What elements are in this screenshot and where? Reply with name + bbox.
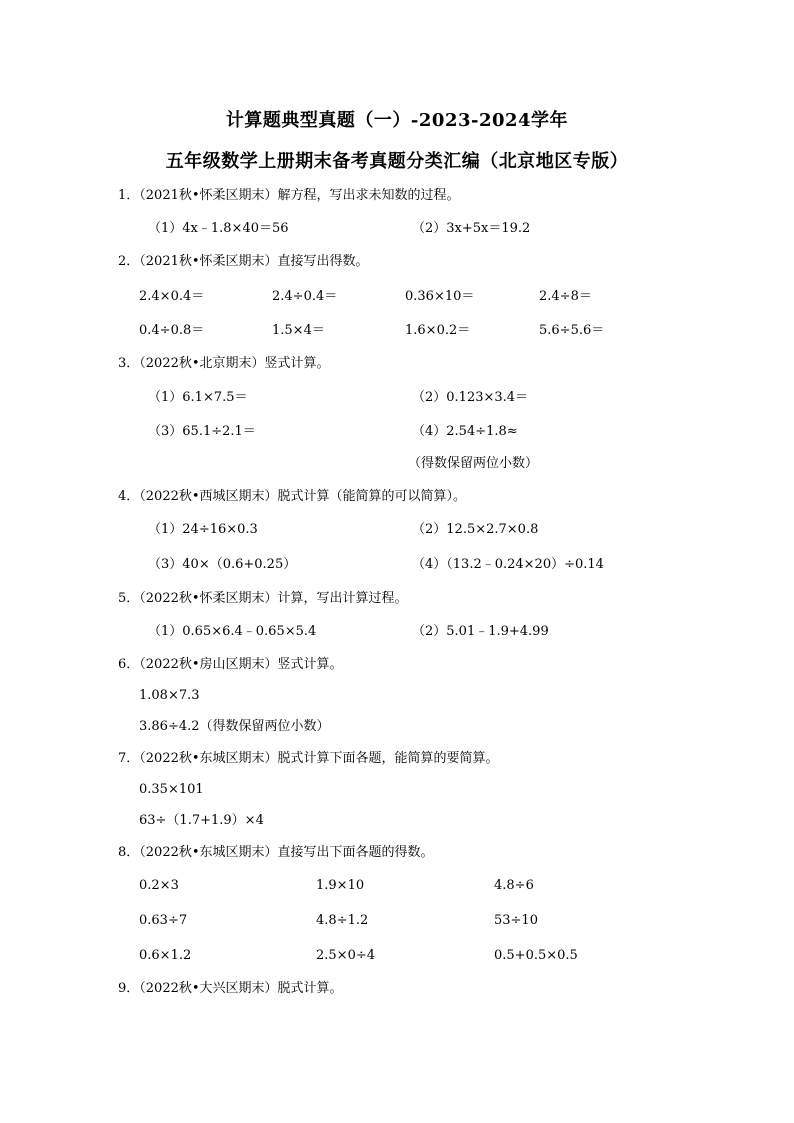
question-8-item-4: 0.63÷7 <box>139 913 188 928</box>
question-2-label: 2．（2021秋•怀柔区期末）直接写出得数。 <box>118 254 369 269</box>
question-6-label: 6．（2022秋•房山区期末）竖式计算。 <box>118 657 343 672</box>
question-2-item-8: 5.6÷5.6＝ <box>539 323 605 338</box>
question-7-label: 7．（2022秋•东城区期末）脱式计算下面各题，能简算的要简算。 <box>118 751 499 766</box>
question-8-item-9: 0.5+0.5×0.5 <box>494 948 578 963</box>
question-7-item-1: 0.35×101 <box>139 782 204 797</box>
question-8-item-2: 1.9×10 <box>316 878 365 893</box>
question-8-label: 8．（2022秋•东城区期末）直接写出下面各题的得数。 <box>118 845 434 860</box>
question-9-label: 9．（2022秋•大兴区期末）脱式计算。 <box>118 981 343 996</box>
question-4-item-4: （4）（13.2﹣0.24×20）÷0.14 <box>412 557 604 572</box>
question-3-label: 3．（2022秋•北京期末）竖式计算。 <box>118 356 330 371</box>
question-1-label: 1．（2021秋•怀柔区期末）解方程，写出求未知数的过程。 <box>118 188 460 203</box>
question-8-item-5: 4.8÷1.2 <box>316 913 369 928</box>
question-5-label: 5．（2022秋•怀柔区期末）计算，写出计算过程。 <box>118 591 408 606</box>
question-2-item-3: 0.36×10＝ <box>405 289 475 304</box>
question-2-item-6: 1.5×4＝ <box>272 323 325 338</box>
question-1-item-2: （2）3x+5x＝19.2 <box>412 221 531 236</box>
question-6-item-2: 3.86÷4.2（得数保留两位小数） <box>139 719 330 734</box>
question-2-item-5: 0.4÷0.8＝ <box>139 323 205 338</box>
question-8-item-8: 2.5×0÷4 <box>316 948 376 963</box>
question-2-item-1: 2.4×0.4＝ <box>139 289 205 304</box>
question-8-item-7: 0.6×1.2 <box>139 948 192 963</box>
question-7-item-2: 63÷（1.7+1.9）×4 <box>139 813 264 828</box>
question-3-item-3: （3）65.1÷2.1＝ <box>148 424 256 439</box>
question-2-item-4: 2.4÷8＝ <box>539 289 592 304</box>
question-2-item-2: 2.4÷0.4＝ <box>272 289 338 304</box>
question-3-item-2: （2）0.123×3.4＝ <box>412 390 529 405</box>
question-8-item-6: 53÷10 <box>494 913 538 928</box>
question-5-item-2: （2）5.01﹣1.9+4.99 <box>412 624 549 639</box>
question-4-item-1: （1）24÷16×0.3 <box>148 522 258 537</box>
question-3-note: （得数保留两位小数） <box>408 456 539 471</box>
question-6-item-1: 1.08×7.3 <box>139 688 200 703</box>
document-subtitle: 五年级数学上册期末备考真题分类汇编（北京地区专版） <box>165 151 629 172</box>
question-4-item-2: （2）12.5×2.7×0.8 <box>412 522 539 537</box>
question-2-item-7: 1.6×0.2＝ <box>405 323 471 338</box>
document-title: 计算题典型真题（一）-2023-2024学年 <box>225 110 569 131</box>
question-3-item-4: （4）2.54÷1.8≈ <box>412 424 518 439</box>
question-8-item-1: 0.2×3 <box>139 878 179 893</box>
question-4-item-3: （3）40×（0.6+0.25） <box>148 557 297 572</box>
question-5-item-1: （1）0.65×6.4﹣0.65×5.4 <box>148 624 317 639</box>
question-3-item-1: （1）6.1×7.5＝ <box>148 390 248 405</box>
question-1-item-1: （1）4x﹣1.8×40＝56 <box>148 221 289 236</box>
question-8-item-3: 4.8÷6 <box>494 878 534 893</box>
question-4-label: 4．（2022秋•西城区期末）脱式计算（能简算的可以简算）。 <box>118 489 467 504</box>
